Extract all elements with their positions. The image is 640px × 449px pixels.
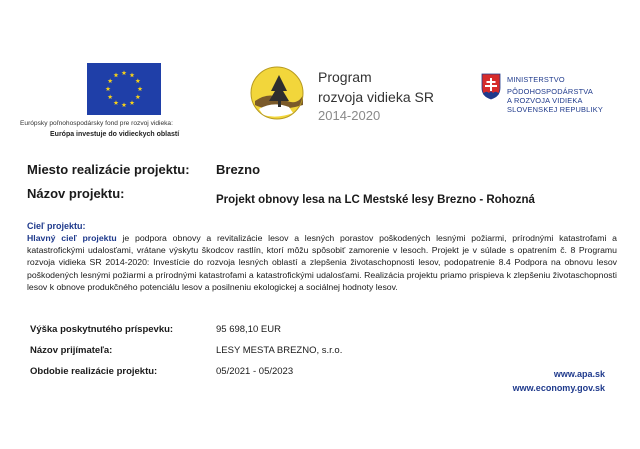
eu-caption: Európsky poľnohospodársky fond pre rozvoj vidieka: [20, 120, 173, 127]
project-name-value: Projekt obnovy lesa na LC Mestské lesy Brezno - Rohozná [216, 194, 535, 206]
prv-logo [249, 65, 305, 121]
location-value: Brezno [216, 162, 261, 177]
period-value: 05/2021 - 05/2023 [216, 366, 294, 377]
prv-title-line1: Program [318, 69, 372, 85]
goal-label: Cieľ projektu: [27, 221, 86, 231]
goal-lead: Hlavný cieľ projektu [27, 233, 117, 243]
period-label: Obdobie realizácie projektu: [30, 366, 158, 377]
prv-years: 2014-2020 [318, 108, 381, 123]
contribution-value: 95 698,10 EUR [216, 324, 281, 335]
ministry-line4: SLOVENSKEJ REPUBLIKY [507, 105, 604, 114]
ministry-line3: A ROZVOJA VIDIEKA [507, 96, 583, 105]
ministry-line1: MINISTERSTVO [507, 75, 565, 84]
location-label: Miesto realizácie projektu: [27, 162, 190, 177]
recipient-label: Názov prijímateľa: [30, 345, 113, 356]
project-name-label: Názov projektu: [27, 186, 125, 201]
eu-flag-logo [87, 63, 161, 115]
prv-title-line2: rozvoja vidieka SR [318, 89, 434, 105]
economy-link[interactable]: www.economy.gov.sk [512, 383, 605, 393]
ministry-line2: PÔDOHOSPODÁRSTVA [507, 87, 594, 96]
goal-body: je podpora obnovy a revitalizácie lesov a lesných porastov poškodených lesnými požiarmi, prírodnými katastrofami a katastrofickými udalosťami, vrátane výskytu škodcov rastlín, ktorí môžu spôsobiť zamorenie v lesoch. Projekt je v súlade s opatrením č. 8 Programu rozvoja vidieka SR 2014-2020: Investície do rozvoja lesných oblastí a zlepšenia životaschopnosti lesov, podopatrenie 8.4 Podpora na obnovu lesov poškodených lesnými požiarmi a prírodnými katastrofami a katastrofickými udalosťami. Realizácia projektu priamo prispieva k zlepšeniu životaschopnosti lesov k obnove produkčného potenciálu lesov a posilneniu ekologickej a sociálnej hodnoty lesov. [27, 233, 617, 292]
recipient-value: LESY MESTA BREZNO, s.r.o. [216, 345, 343, 356]
apa-link[interactable]: www.apa.sk [553, 369, 605, 379]
slovak-coat-of-arms-icon [481, 73, 501, 100]
contribution-label: Výška poskytnutého príspevku: [30, 324, 174, 335]
goal-paragraph [27, 232, 617, 293]
eu-slogan: Európa investuje do vidieckych oblastí [50, 131, 180, 138]
